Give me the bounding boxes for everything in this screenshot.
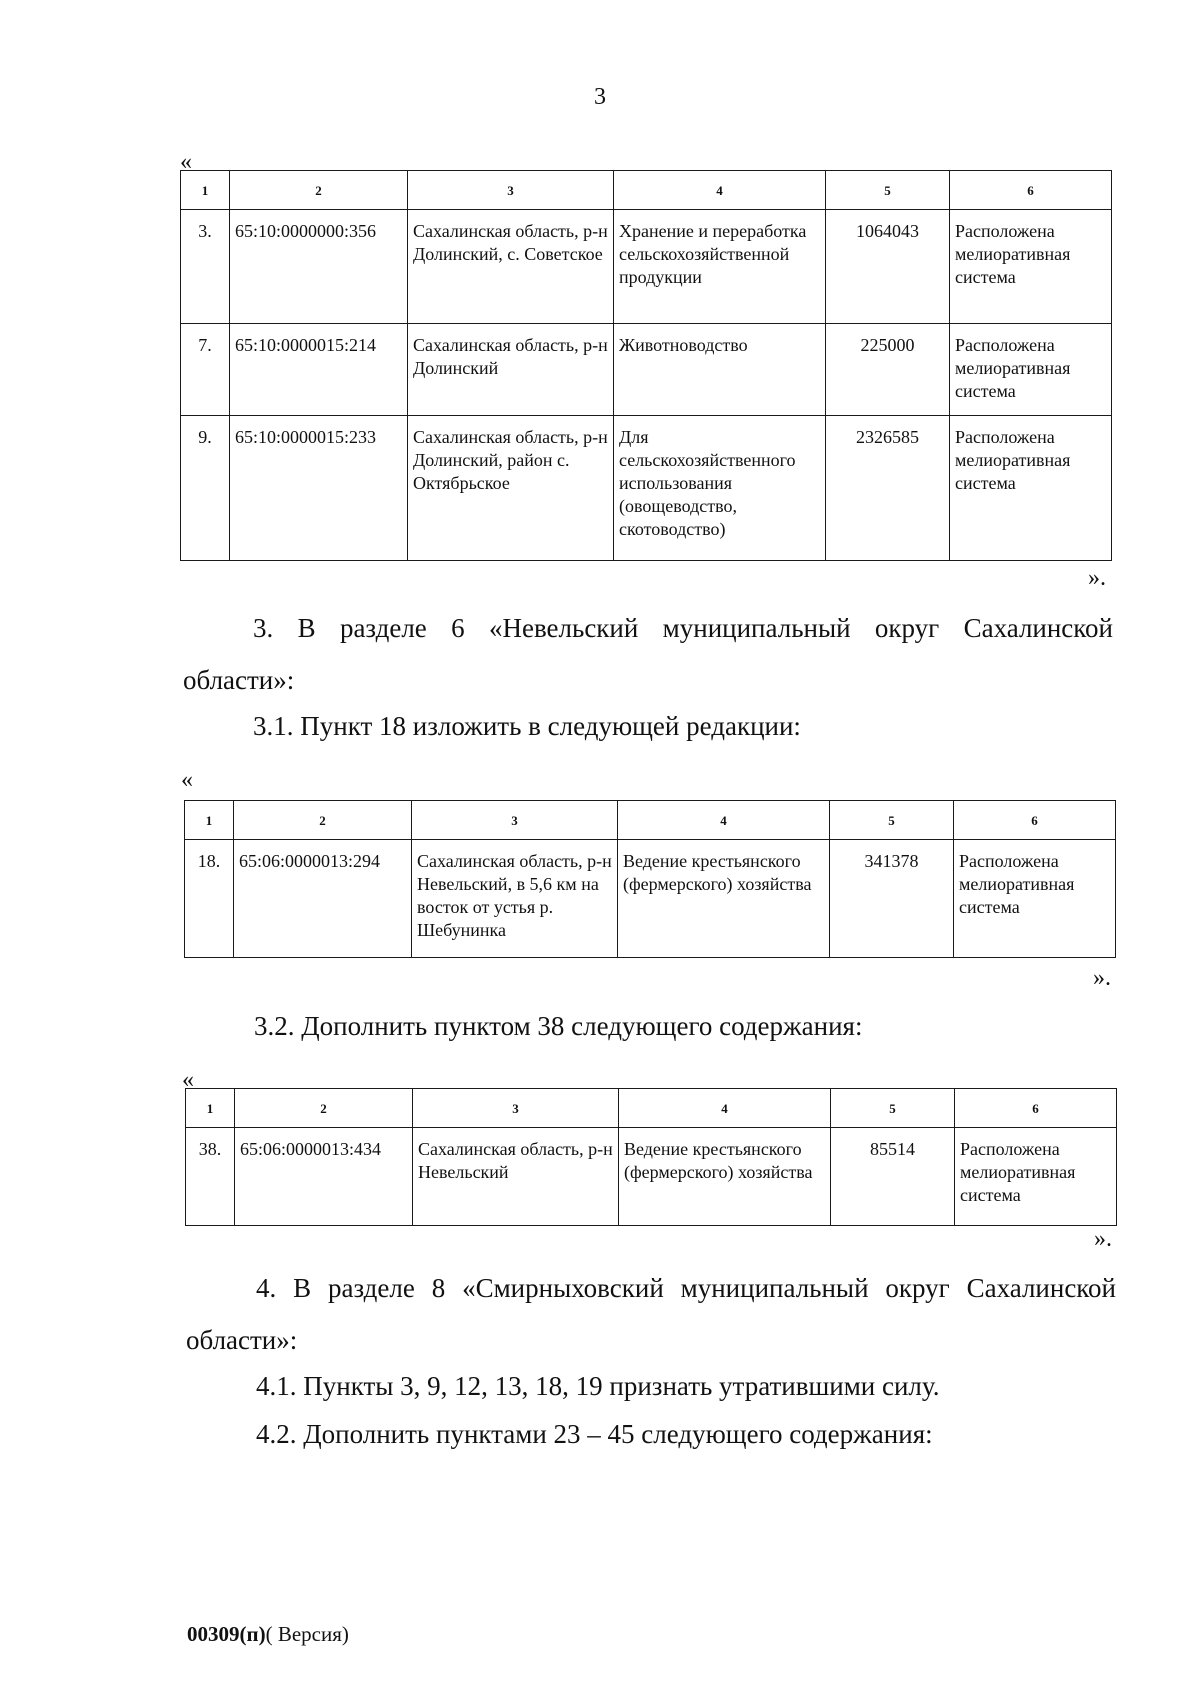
header-cell: 6	[955, 1089, 1117, 1128]
header-cell: 3	[408, 171, 614, 210]
table-row	[185, 840, 1116, 958]
cadastral-number: 65:10:0000015:233	[230, 416, 408, 561]
land-table-1	[180, 170, 1112, 561]
header-cell: 6	[950, 171, 1112, 210]
document-footer	[187, 1622, 349, 1647]
location: Сахалинская область, р-н Долинский, с. Советское	[408, 210, 614, 324]
header-cell: 4	[618, 801, 830, 840]
cadastral-number: 65:10:0000015:214	[230, 324, 408, 416]
cadastral-number: 65:10:0000000:356	[230, 210, 408, 324]
area: 341378	[830, 840, 954, 958]
note: Расположена мелиоративная система	[950, 324, 1112, 416]
header-cell: 2	[235, 1089, 413, 1128]
land-table-3	[185, 1088, 1117, 1226]
land-table-2	[184, 800, 1116, 958]
table-row	[181, 210, 1112, 324]
quote-open-1: «	[180, 149, 192, 175]
table-row	[181, 416, 1112, 561]
note: Расположена мелиоративная система	[954, 840, 1116, 958]
paragraph-3-1: 3.1. Пункт 18 изложить в следующей редакции:	[253, 711, 801, 741]
quote-close-1: ».	[1088, 565, 1106, 591]
row-number: 18.	[185, 840, 234, 958]
cadastral-number: 65:06:0000013:434	[235, 1128, 413, 1226]
quote-open-3: «	[182, 1067, 194, 1093]
row-number: 3.	[181, 210, 230, 324]
permitted-use: Хранение и переработка сельскохозяйственной продукции	[614, 210, 826, 324]
paragraph-3-line-1: 3. В разделе 6 «Невельский муниципальный округ Сахалинской	[253, 613, 1113, 643]
document-code: 00309(п)	[187, 1622, 266, 1646]
permitted-use: Животноводство	[614, 324, 826, 416]
note: Расположена мелиоративная система	[955, 1128, 1117, 1226]
location: Сахалинская область, р-н Невельский	[413, 1128, 619, 1226]
table-row	[186, 1128, 1117, 1226]
paragraph-3-line-2: области»:	[183, 665, 295, 695]
quote-close-2: ».	[1093, 965, 1111, 991]
permitted-use: Ведение крестьянского (фермерского) хозяйства	[619, 1128, 831, 1226]
permitted-use: Ведение крестьянского (фермерского) хозяйства	[618, 840, 830, 958]
cadastral-number: 65:06:0000013:294	[234, 840, 412, 958]
area: 1064043	[826, 210, 950, 324]
header-cell: 1	[181, 171, 230, 210]
header-cell: 1	[186, 1089, 235, 1128]
area: 85514	[831, 1128, 955, 1226]
location: Сахалинская область, р-н Долинский	[408, 324, 614, 416]
page-number: 3	[594, 84, 606, 110]
row-number: 38.	[186, 1128, 235, 1226]
paragraph-4-2: 4.2. Дополнить пунктами 23 – 45 следующего содержания:	[256, 1419, 933, 1449]
table-header-row	[185, 801, 1116, 840]
paragraph-4-1: 4.1. Пункты 3, 9, 12, 13, 18, 19 признать утратившими силу.	[256, 1371, 940, 1401]
table-header-row	[181, 171, 1112, 210]
table-header-row	[186, 1089, 1117, 1128]
header-cell: 3	[413, 1089, 619, 1128]
header-cell: 5	[826, 171, 950, 210]
header-cell: 4	[619, 1089, 831, 1128]
header-cell: 2	[234, 801, 412, 840]
header-cell: 1	[185, 801, 234, 840]
header-cell: 5	[831, 1089, 955, 1128]
header-cell: 5	[830, 801, 954, 840]
paragraph-4-line-2: области»:	[186, 1325, 298, 1355]
header-cell: 3	[412, 801, 618, 840]
quote-close-3: ».	[1094, 1226, 1112, 1252]
document-version: ( Версия)	[265, 1622, 349, 1646]
area: 2326585	[826, 416, 950, 561]
permitted-use: Для сельскохозяйственного использования (овощеводство, скотоводство)	[614, 416, 826, 561]
paragraph-3-2: 3.2. Дополнить пунктом 38 следующего содержания:	[254, 1011, 863, 1041]
header-cell: 2	[230, 171, 408, 210]
quote-open-2: «	[181, 767, 193, 793]
location: Сахалинская область, р-н Долинский, район с. Октябрьское	[408, 416, 614, 561]
row-number: 7.	[181, 324, 230, 416]
note: Расположена мелиоративная система	[950, 416, 1112, 561]
row-number: 9.	[181, 416, 230, 561]
header-cell: 6	[954, 801, 1116, 840]
note: Расположена мелиоративная система	[950, 210, 1112, 324]
paragraph-4-line-1: 4. В разделе 8 «Смирныховский муниципальный округ Сахалинской	[256, 1273, 1116, 1303]
area: 225000	[826, 324, 950, 416]
header-cell: 4	[614, 171, 826, 210]
table-row	[181, 324, 1112, 416]
location: Сахалинская область, р-н Невельский, в 5,6 км на восток от устья р. Шебунинка	[412, 840, 618, 958]
